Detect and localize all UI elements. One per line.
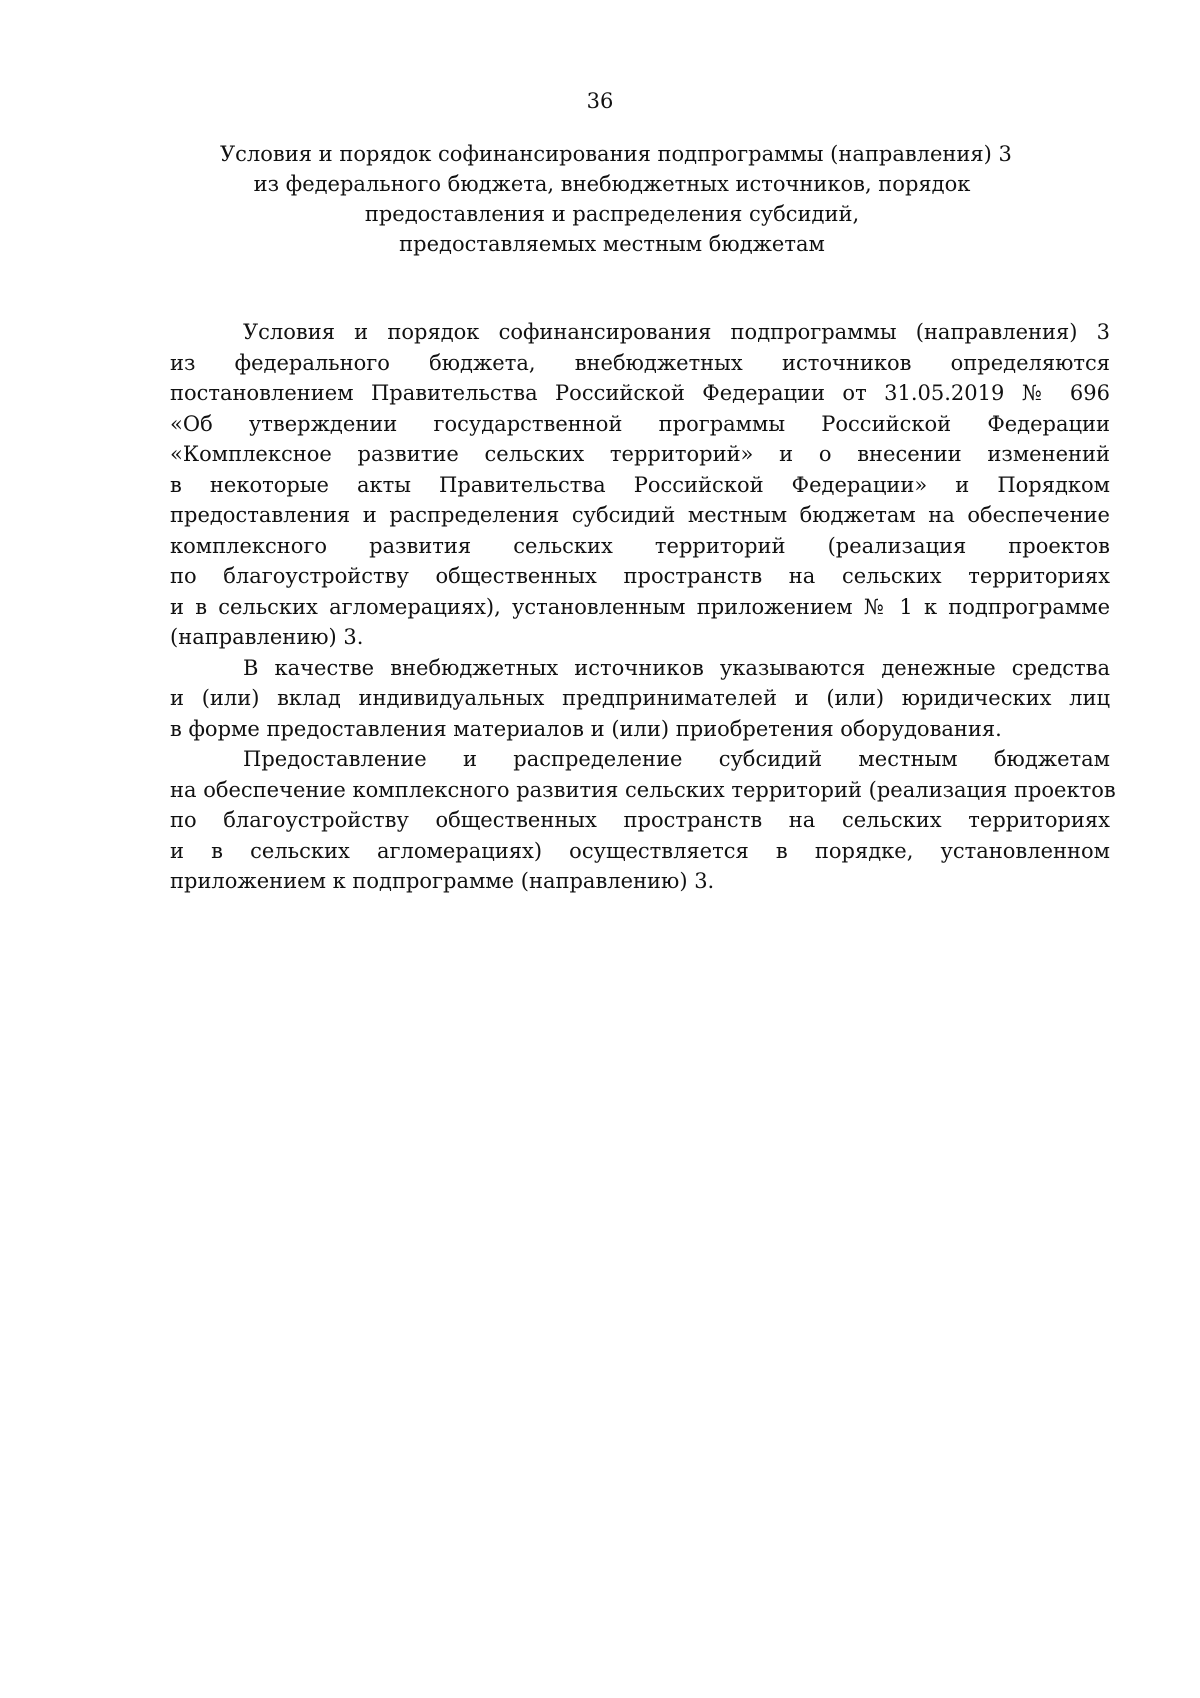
body-text xyxy=(170,317,1116,897)
text-line: Условия и порядок софинансирования подпрограммы (направления) 3 xyxy=(243,320,1110,344)
paragraph-cofinancing-conditions xyxy=(170,317,1110,653)
text-line: в некоторые акты Правительства Российской Федерации» и Порядком xyxy=(170,472,1110,497)
paragraph-subsidy-distribution xyxy=(170,744,1116,897)
text-line: и в сельских агломерациях), установленным приложением № 1 к подпрограмме xyxy=(170,594,1110,619)
text-line: (направлению) 3. xyxy=(170,625,364,649)
text-line: постановлением Правительства Российской Федерации от 31.05.2019 № 696 xyxy=(170,381,1110,405)
text-line: приложением к подпрограмме (направлению) 3. xyxy=(170,869,715,893)
paragraph-extrabudgetary-sources xyxy=(170,653,1110,745)
title-line: предоставления и распределения субсидий, xyxy=(364,202,860,226)
text-line: из федерального бюджета, внебюджетных источников определяются xyxy=(170,350,1110,375)
text-line: предоставления и распределения субсидий местным бюджетам на обеспечение xyxy=(170,503,1110,527)
text-line: В качестве внебюджетных источников указываются денежные средства xyxy=(243,655,1110,680)
title-line: предоставляемых местным бюджетам xyxy=(399,232,825,256)
title-line: Условия и порядок софинансирования подпрограммы (направления) 3 xyxy=(220,142,1012,166)
text-line: Предоставление и распределение субсидий местным бюджетам xyxy=(243,747,1110,771)
text-line: и в сельских агломерациях) осуществляется в порядке, установленном xyxy=(170,838,1110,863)
section-title xyxy=(220,139,1012,259)
title-line: из федерального бюджета, внебюджетных источников, порядок xyxy=(253,172,971,196)
page-number: 36 xyxy=(586,89,614,113)
text-line: по благоустройству общественных пространств на сельских территориях xyxy=(170,564,1110,588)
text-line: по благоустройству общественных пространств на сельских территориях xyxy=(170,808,1110,832)
text-line: комплексного развития сельских территорий (реализация проектов xyxy=(170,533,1110,558)
text-line: на обеспечение комплексного развития сельских территорий (реализация проектов xyxy=(170,777,1116,802)
text-line: «Об утверждении государственной программы Российской Федерации xyxy=(170,411,1110,436)
text-line: «Комплексное развитие сельских территорий» и о внесении изменений xyxy=(170,442,1110,466)
text-line: и (или) вклад индивидуальных предпринимателей и (или) юридических лиц xyxy=(170,686,1110,710)
text-line: в форме предоставления материалов и (или) приобретения оборудования. xyxy=(170,716,1002,741)
